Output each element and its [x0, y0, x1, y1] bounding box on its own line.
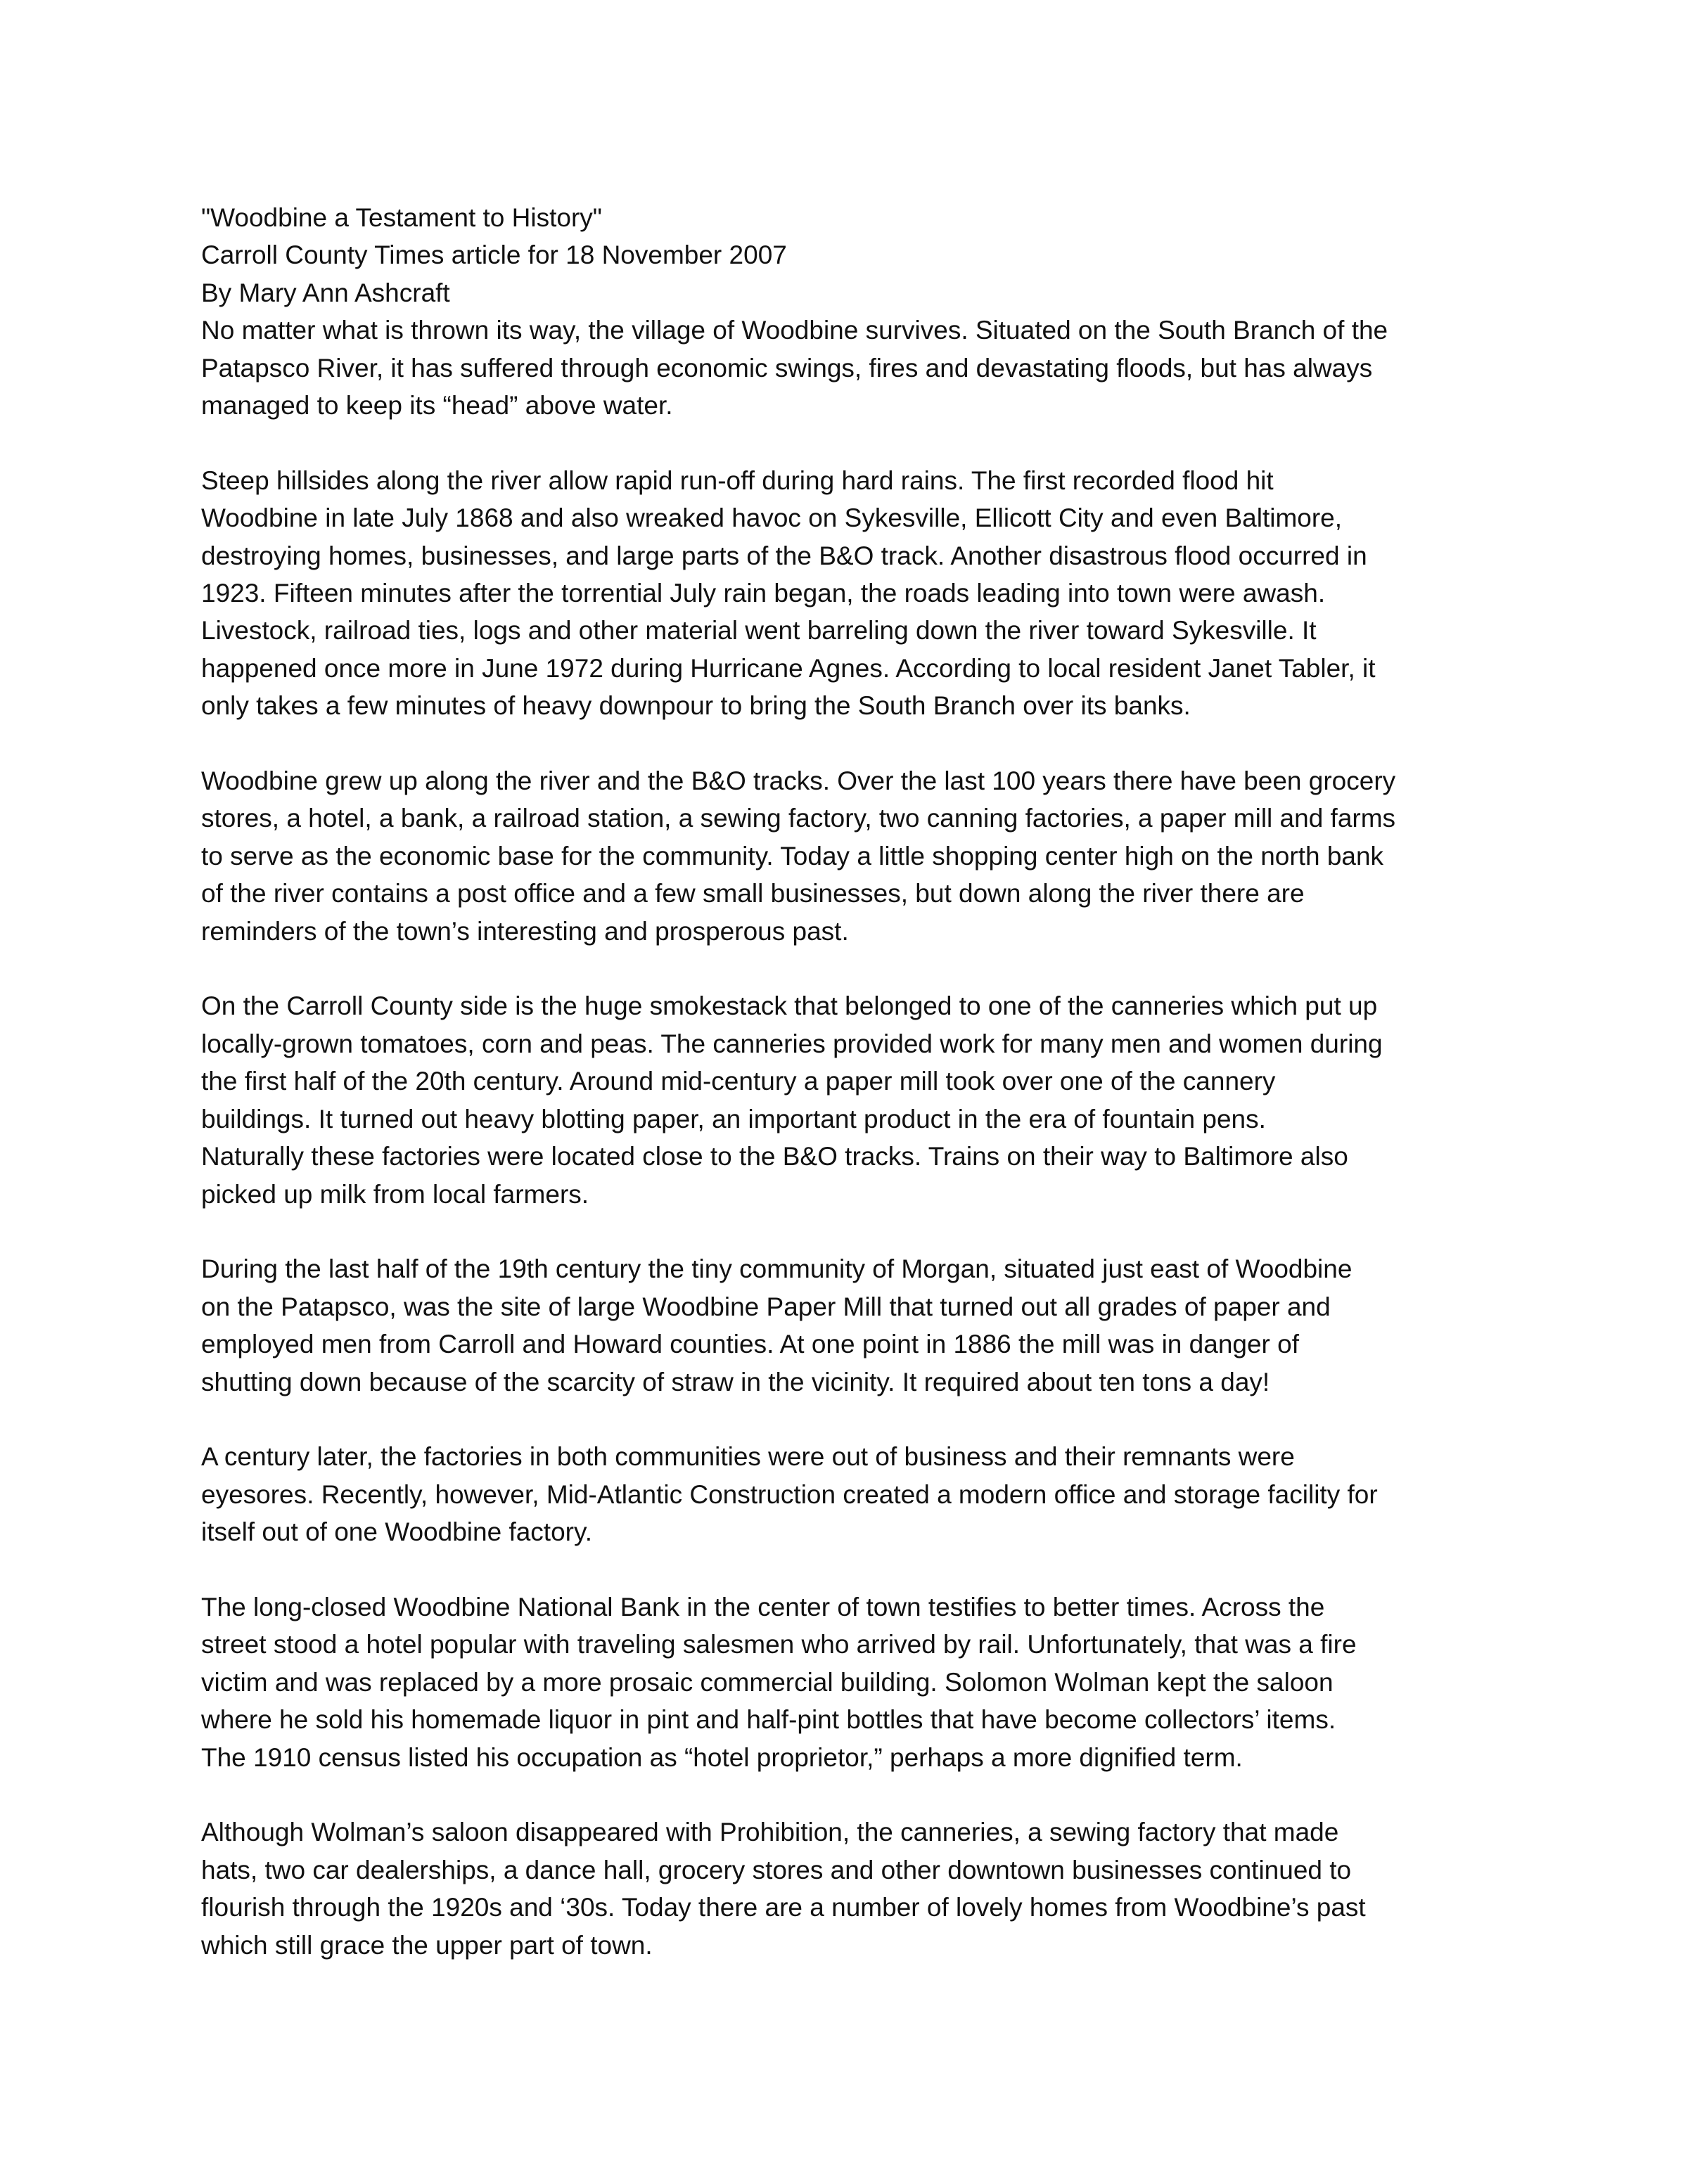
paragraph-line: of the river contains a post office and a few small businesses, but down along the river there are: [201, 879, 1305, 908]
paragraph-line: to serve as the economic base for the community. Today a little shopping center high on the north bank: [201, 841, 1384, 871]
paragraph-line: A century later, the factories in both communities were out of business and their remnants were: [201, 1442, 1295, 1472]
paragraph-line: flourish through the 1920s and ‘30s. Today there are a number of lovely homes from Woodbine’s past: [201, 1893, 1366, 1922]
paragraph-line: managed to keep its “head” above water.: [201, 391, 673, 420]
paragraph-line: buildings. It turned out heavy blotting paper, an important product in the era of fountain pens.: [201, 1104, 1266, 1133]
paragraph-line: Naturally these factories were located close to the B&O tracks. Trains on their way to Baltimore also: [201, 1142, 1348, 1171]
paragraph-line: shutting down because of the scarcity of straw in the vicinity. It required about ten tons a day!: [201, 1367, 1270, 1396]
paragraph-line: victim and was replaced by a more prosaic commercial building. Solomon Wolman kept the saloon: [201, 1667, 1334, 1697]
paragraph-line: 1923. Fifteen minutes after the torrential July rain began, the roads leading into town were awash.: [201, 579, 1326, 608]
paragraph-6: [201, 1438, 1523, 1550]
paragraph-line: which still grace the upper part of town.: [201, 1930, 653, 1960]
paragraph-line: stores, a hotel, a bank, a railroad station, a sewing factory, two canning factories, a paper mill and farms: [201, 804, 1396, 833]
paragraph-line: where he sold his homemade liquor in pint and half-pint bottles that have become collectors’ items.: [201, 1705, 1336, 1735]
paragraph-line: During the last half of the 19th century the tiny community of Morgan, situated just east of Woodbine: [201, 1254, 1353, 1284]
paragraph-line: on the Patapsco, was the site of large Woodbine Paper Mill that turned out all grades of paper and: [201, 1292, 1331, 1321]
paragraph-line: destroying homes, businesses, and large parts of the B&O track. Another disastrous flood occurred in: [201, 541, 1367, 570]
paragraph-1: [201, 311, 1523, 424]
article-title: "Woodbine a Testament to History": [201, 203, 602, 232]
paragraph-3: [201, 762, 1523, 950]
paragraph-line: The 1910 census listed his occupation as “hotel proprietor,” perhaps a more dignified term.: [201, 1742, 1243, 1772]
paragraph-5: [201, 1250, 1523, 1401]
paragraph-4: [201, 987, 1523, 1212]
paragraph-line: only takes a few minutes of heavy downpour to bring the South Branch over its banks.: [201, 691, 1191, 721]
paragraph-line: Patapsco River, it has suffered through economic swings, fires and devastating floods, but has always: [201, 353, 1373, 383]
paragraph-line: The long-closed Woodbine National Bank in the center of town testifies to better times. Across the: [201, 1592, 1325, 1621]
paragraph-line: reminders of the town’s interesting and prosperous past.: [201, 916, 849, 946]
article-source: Carroll County Times article for 18 November 2007: [201, 240, 787, 270]
paragraph-2: [201, 462, 1523, 725]
paragraph-line: No matter what is thrown its way, the village of Woodbine survives. Situated on the South Branch of the: [201, 316, 1388, 345]
paragraph-line: Although Wolman’s saloon disappeared with Prohibition, the canneries, a sewing factory that made: [201, 1818, 1339, 1847]
paragraph-7: [201, 1588, 1523, 1776]
article-body: [201, 199, 1523, 2001]
paragraph-line: street stood a hotel popular with traveling salesmen who arrived by rail. Unfortunately, that was a fire: [201, 1630, 1357, 1659]
article-byline: By Mary Ann Ashcraft: [201, 278, 450, 307]
paragraph-line: Steep hillsides along the river allow rapid run-off during hard rains. The first recorded flood hit: [201, 465, 1274, 495]
paragraph-line: Woodbine in late July 1868 and also wreaked havoc on Sykesville, Ellicott City and even Baltimore,: [201, 503, 1343, 533]
paragraph-line: On the Carroll County side is the huge smokestack that belonged to one of the canneries which put up: [201, 991, 1378, 1021]
paragraph-line: employed men from Carroll and Howard counties. At one point in 1886 the mill was in danger of: [201, 1330, 1300, 1359]
paragraph-line: eyesores. Recently, however, Mid-Atlantic Construction created a modern office and storage facility for: [201, 1479, 1378, 1509]
paragraph-line: locally-grown tomatoes, corn and peas. The canneries provided work for many men and women during: [201, 1029, 1383, 1058]
paragraph-line: picked up milk from local farmers.: [201, 1179, 589, 1209]
paragraph-8: [201, 1813, 1523, 1964]
paragraph-line: itself out of one Woodbine factory.: [201, 1517, 593, 1547]
article-header: [201, 199, 1523, 311]
paragraph-line: Livestock, railroad ties, logs and other material went barreling down the river toward Sykesville. It: [201, 616, 1317, 645]
paragraph-line: the first half of the 20th century. Around mid-century a paper mill took over one of the cannery: [201, 1067, 1276, 1096]
paragraph-line: Woodbine grew up along the river and the B&O tracks. Over the last 100 years there have been grocery: [201, 766, 1396, 796]
paragraph-line: hats, two car dealerships, a dance hall, grocery stores and other downtown businesses continued to: [201, 1855, 1352, 1884]
paragraph-line: happened once more in June 1972 during Hurricane Agnes. According to local resident Janet Tabler, it: [201, 653, 1376, 683]
